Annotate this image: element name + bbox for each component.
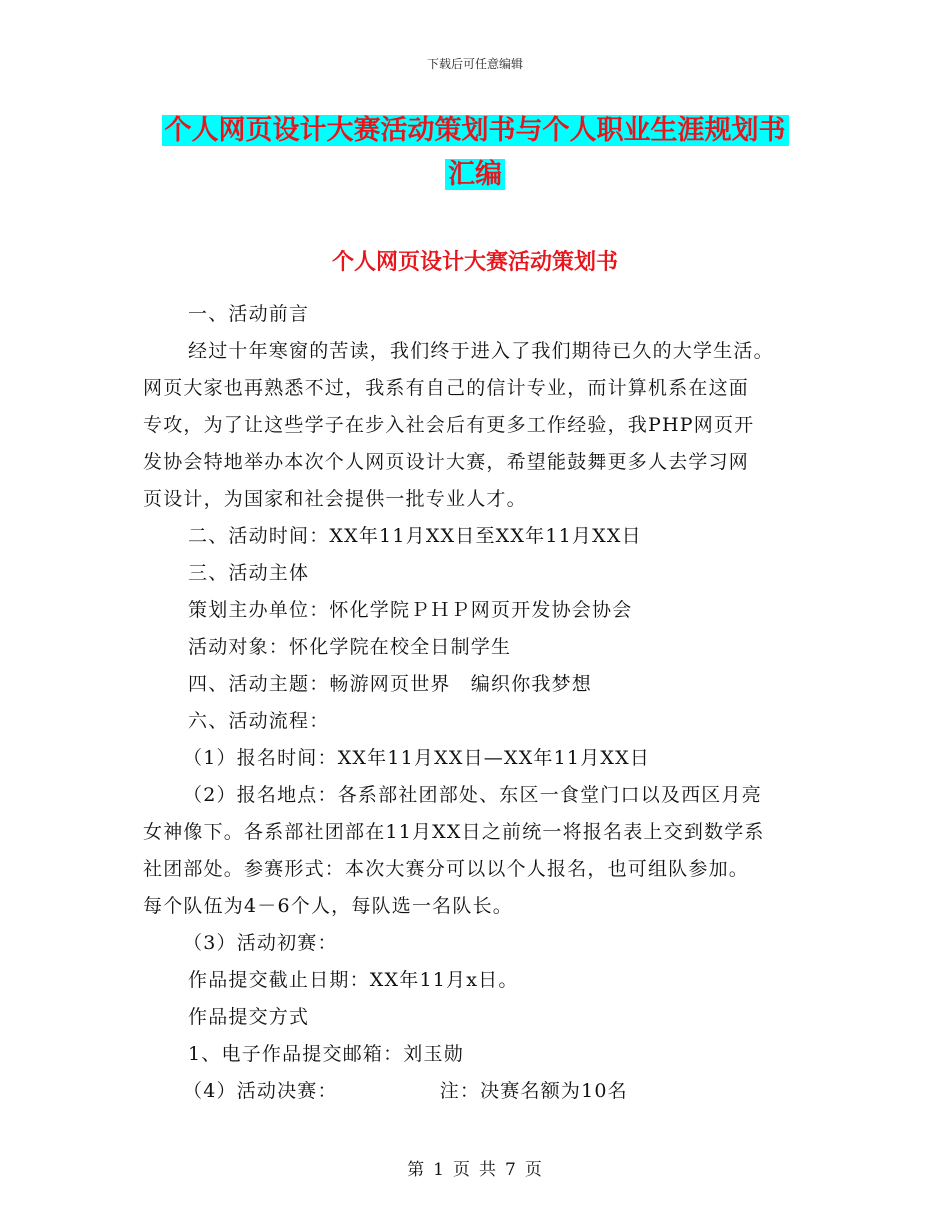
section-4-theme: 四、活动主题：畅游网页世界 编织你我梦想: [188, 673, 593, 695]
title-line-1-text: 个人网页设计大赛活动策划书与个人职业生涯规划书: [162, 115, 789, 146]
document-title-line-1: [0, 110, 950, 152]
final-quota-note: 注：决赛名额为10名: [439, 1080, 628, 1102]
paragraph-line: 女神像下。各系部社团部在11月XX日之前统一将报名表上交到数学系: [143, 821, 765, 843]
submission-email: 1、电子作品提交邮箱：刘玉勋: [188, 1043, 464, 1065]
section-2-time: 二、活动时间：XX年11月XX日至XX年11月XX日: [188, 525, 642, 547]
footer-label: 页: [524, 1160, 543, 1180]
footer-label: 页: [453, 1160, 471, 1180]
document-title-line-2: [0, 154, 950, 196]
submission-deadline: 作品提交截止日期：XX年11月x日。: [188, 969, 519, 991]
section-1-heading: 一、活动前言: [188, 303, 310, 325]
paragraph-line: 社团部处。参赛形式：本次大赛分可以以个人报名，也可组队参加。: [143, 858, 750, 880]
title-line-2-text: 汇编: [445, 159, 505, 190]
paragraph-line: 经过十年寒窗的苦读，我们终于进入了我们期待已久的大学生活。: [188, 340, 774, 362]
target-line: 活动对象：怀化学院在校全日制学生: [188, 636, 512, 658]
paragraph-line: 网页大家也再熟悉不过，我系有自己的信计专业，而计算机系在这面: [143, 377, 750, 399]
paragraph-line: 发协会特地举办本次个人网页设计大赛，希望能鼓舞更多人去学习网: [143, 451, 750, 473]
footer-label: 第: [407, 1160, 426, 1180]
organizer-line: 策划主办单位：怀化学院ＰＨＰ网页开发协会协会: [188, 599, 633, 621]
page-number: 1: [433, 1160, 445, 1180]
step-4-final: （4）活动决赛：: [183, 1080, 338, 1102]
step-3-preliminary: （3）活动初赛：: [183, 932, 338, 954]
step-4-final-line: [143, 1073, 808, 1110]
section-6-heading: 六、活动流程：: [188, 710, 330, 732]
paragraph-line: 每个队伍为4－6个人，每队选一名队长。: [143, 895, 513, 917]
paragraph-line: （2）报名地点：各系部社团部处、东区一食堂门口以及西区月亮: [183, 784, 762, 806]
section-3-heading: 三、活动主体: [188, 562, 310, 584]
submission-method: 作品提交方式: [188, 1006, 310, 1028]
page-footer: [0, 1155, 950, 1180]
paragraph-line: 页设计，为国家和社会提供一批专业人才。: [143, 488, 527, 510]
paragraph-line: 专攻，为了让这些学子在步入社会后有更多工作经验，我PHP网页开: [143, 414, 755, 436]
step-1-registration-time: （1）报名时间：XX年11月XX日—XX年11月XX日: [183, 747, 651, 769]
page-header-note: 下载后可任意编辑: [426, 57, 523, 71]
document-body: [143, 296, 808, 1110]
footer-label: 共: [479, 1160, 497, 1180]
section-title: 个人网页设计大赛活动策划书: [331, 249, 618, 275]
total-pages: 7: [505, 1160, 517, 1180]
